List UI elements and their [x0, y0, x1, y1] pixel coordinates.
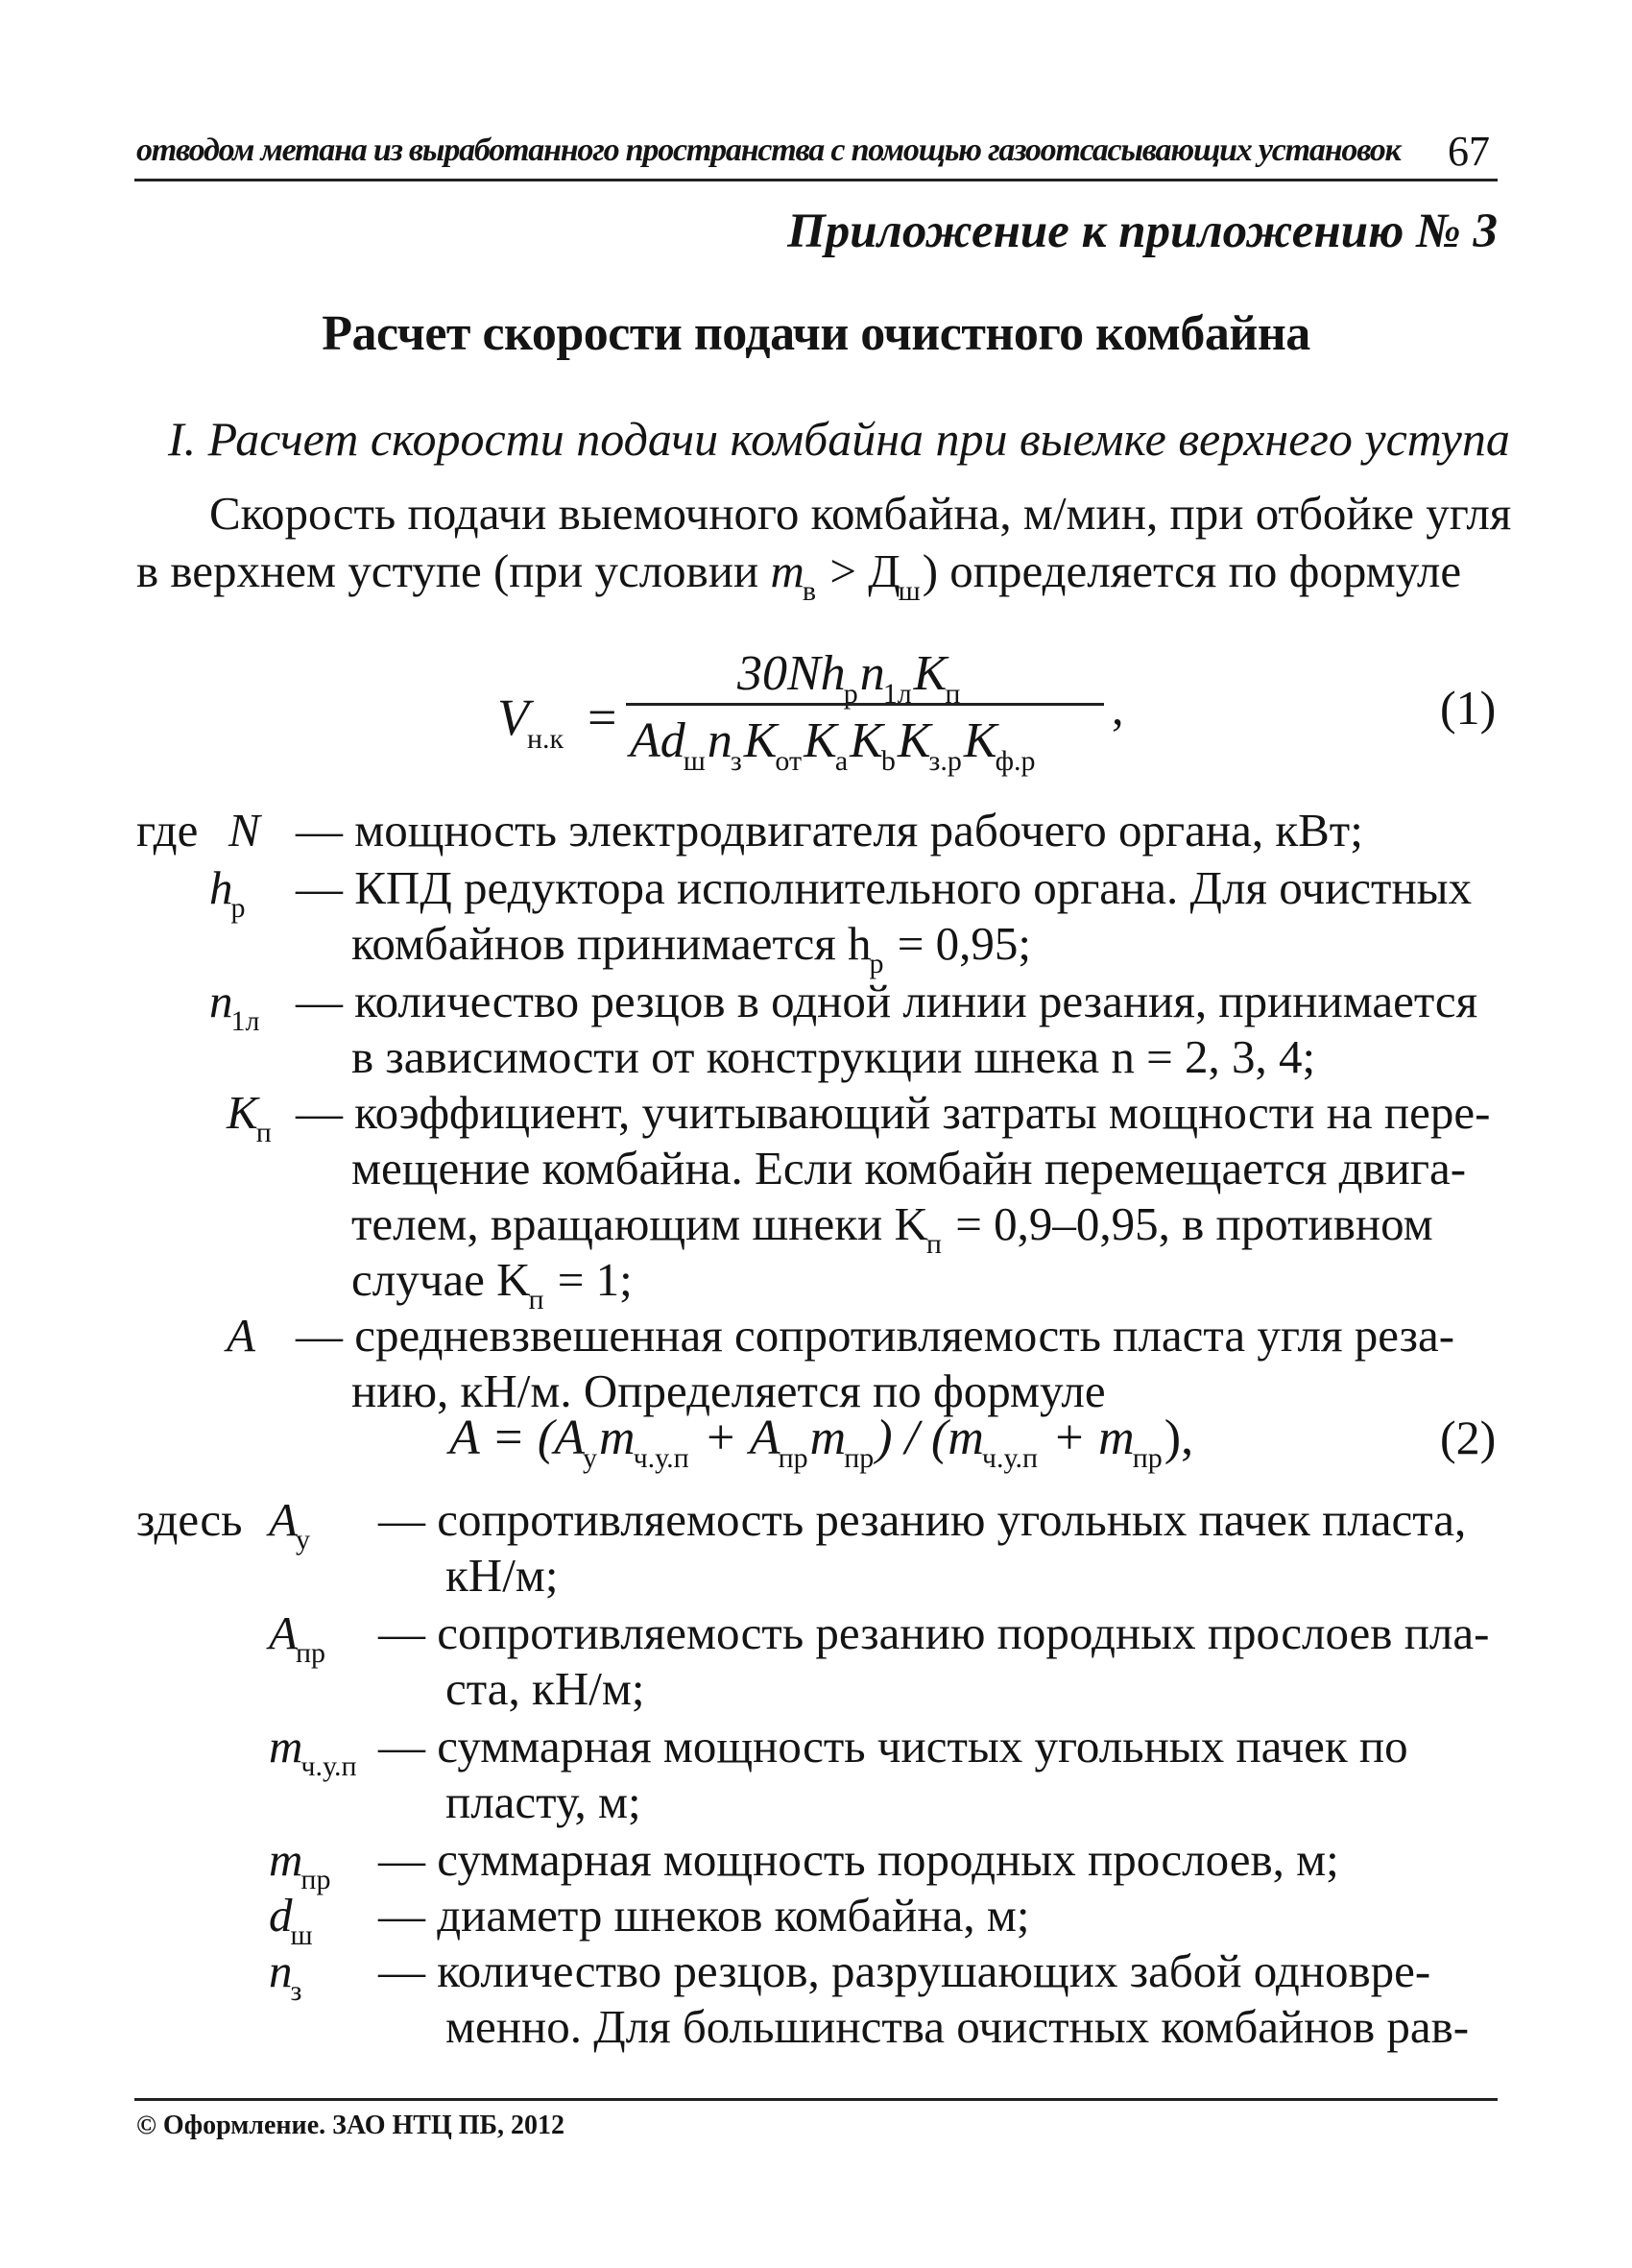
- equation-number-1: (1): [1440, 681, 1497, 735]
- fraction-bar: [626, 703, 1104, 706]
- here-label: здесь: [136, 1493, 243, 1546]
- document-title: Расчет скорости подачи очистного комбайна: [322, 306, 1310, 361]
- section-heading: I. Расчет скорости подачи комбайна при выемке верхнего уступа: [168, 412, 1510, 466]
- page-number: 67: [1448, 128, 1490, 175]
- footer-rule: [134, 2098, 1498, 2101]
- formula-1-equals: =: [588, 688, 617, 746]
- running-header: отводом метана из выработанного пространства с помощью газоотсасывающих установок: [136, 133, 1401, 168]
- formula-1-denominator: $Ad_шn_зK_{от}K_aK_bK_{з.р}K_{ф.р}$: [630, 713, 1036, 777]
- formula-1-comma: ,: [1112, 681, 1124, 735]
- document-page: отводом метана из выработанного пространства с помощью газоотсасывающих установок 67 Приложение к приложению № 3 Расчет скорости подачи очистного комбайна I. Расчет скорости подачи комбайна при выемке верхнего уступа Скорость подачи выемочного комбайна, м/мин, при отбойке угля в верхнем уступе (при условии $m_в > Д_ш$) определяется по формуле $V_{н.к}$ = $30Nh_рn_{1л}K_п$ $Ad_шn_зK_{от}K_aK_bK_{з.р}K_{ф.р}$ , (1) где N — мощность электродвигателя рабочего органа, кВт; $h_р$ — КПД редуктора исполнительного органа. Для очистных комбайнов принимается $h_р = 0,95$; $n_{1л}$ — количество резцов в одной линии резания, принимается в зависимости от конструкции шнека n = 2, 3, 4; $K_п$ — коэффициент, учитывающий затраты мощности на пере- мещение комбайна. Если комбайн перемещается двига- телем, вращающим шнеки $K_п = 0,9-0,95$, в противном случае $K_п = 1$; A — средневзвешенная сопротивляемость пласта угля реза- нию, кН/м. Определяется по формуле $A = (A_уm_{ч.у.п} + A_{пр}m_{пр}) / (m_{ч.у.п} + m_{пр})$, (2) здесь $A_у$ — сопротивляемость резанию угольных пачек пласта, кН/м; $A_{пр}$ — сопротивляемость резанию породных прослоев пла- ста, кН/м; $m_{ч.у.п}$ — суммарная мощность чистых угольных пачек по пласту, м; $m_{пр}$ — суммарная мощность породных прослоев, м; $d_ш$ — диаметр шнеков комбайна, м; $n_з$ — количество резцов, разрушающих забой одновре- менно. Для большинства очистных комбайнов рав- © Оформление. ЗАО НТЦ ПБ, 2012: [0, 0, 1632, 2268]
- formula-1: [480, 645, 1152, 789]
- intro-line-2: в верхнем уступе (при условии $m_в > Д_ш$) определяется по формуле: [136, 544, 1462, 607]
- footer-copyright: © Оформление. ЗАО НТЦ ПБ, 2012: [136, 2111, 565, 2140]
- formula-1-numerator: $30Nh_рn_{1л}K_п$: [737, 646, 961, 710]
- where-label: где: [136, 804, 199, 857]
- formula-2: $A = (A_уm_{ч.у.п} + A_{пр}m_{пр}) / (m_{ч.у.п} + m_{пр})$,: [449, 1411, 1194, 1474]
- equation-number-2: (2): [1440, 1411, 1497, 1464]
- appendix-label: Приложение к приложению № 3: [787, 205, 1498, 258]
- formula-1-lhs: $V_{н.к}$: [497, 688, 564, 755]
- header-rule: [134, 179, 1498, 181]
- intro-line-1: Скорость подачи выемочного комбайна, м/мин, при отбойке угля: [209, 487, 1512, 540]
